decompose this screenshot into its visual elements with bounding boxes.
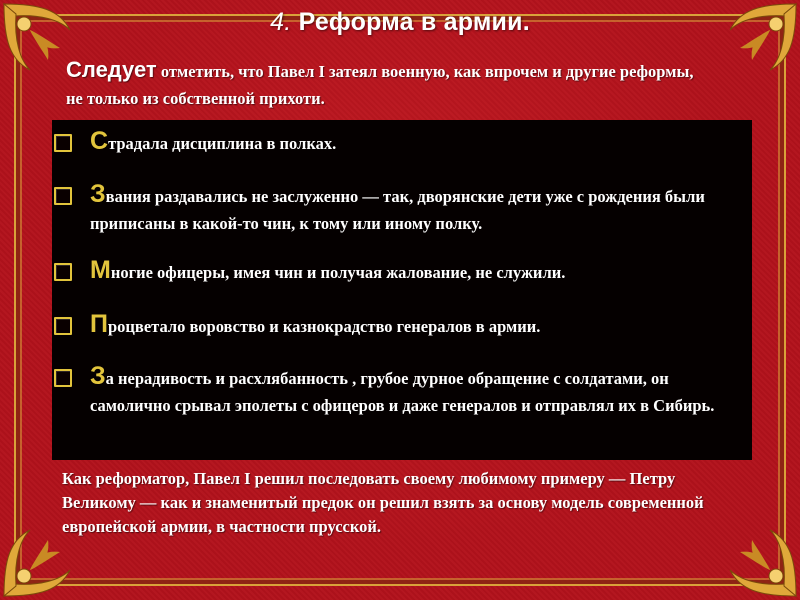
title-period: . — [522, 8, 530, 36]
bullet-item — [54, 362, 744, 419]
bullet-item — [54, 180, 744, 237]
title-number: 4. — [270, 8, 292, 36]
bullet-body: роцветало воровство и казнокрадство генералов в армии. — [107, 317, 541, 336]
bullet-text — [90, 362, 744, 419]
bullet-item — [54, 310, 744, 340]
conclusion-paragraph: Как реформатор, Павел I решил последовать своему любимому примеру — Петру Великому — как и знаменитый предок он решил взять за основу модель современной европейской армии, в частности прусской. — [62, 469, 704, 536]
checkbox-bullet-icon — [54, 369, 72, 387]
intro-text: отметить, что Павел I затеял военную, как впрочем и другие реформы, не только из собственной прихоти. — [66, 62, 694, 108]
bullet-item — [54, 256, 744, 286]
bullet-cap-letter: З — [90, 180, 106, 208]
bullet-cap-letter: З — [90, 362, 106, 390]
intro-lead-word: ледует — [81, 57, 157, 82]
intro-paragraph — [66, 56, 706, 112]
bullet-text — [90, 310, 744, 340]
slide-title — [0, 8, 800, 37]
bullet-body: традала дисциплина в полках. — [108, 134, 337, 153]
bullet-text — [90, 180, 744, 237]
bullet-body: вания раздавались не заслуженно — так, дворянские дети уже с рождения были приписаны в какой-то чин, к тому или иному полку. — [90, 187, 705, 233]
checkbox-bullet-icon — [54, 317, 72, 335]
checkbox-bullet-icon — [54, 263, 72, 281]
bullet-text — [90, 256, 744, 286]
bullet-cap-letter: С — [90, 127, 109, 155]
checkbox-bullet-icon — [54, 187, 72, 205]
bullet-cap-letter: П — [90, 310, 108, 338]
title-text: Реформа в армии — [298, 8, 523, 36]
bullet-cap-letter: М — [90, 256, 111, 284]
bullet-item — [54, 127, 744, 157]
intro-cap-letter: С — [66, 57, 82, 82]
bullet-body: а нерадивость и расхлябанность , грубое дурное обращение с солдатами, он самолично срывал эполеты с офицеров и даже генералов и отправлял их в Сибирь. — [90, 369, 715, 415]
bullet-body: ногие офицеры, имея чин и получая жалование, не служили. — [110, 263, 566, 282]
bullet-text — [90, 127, 744, 157]
checkbox-bullet-icon — [54, 134, 72, 152]
